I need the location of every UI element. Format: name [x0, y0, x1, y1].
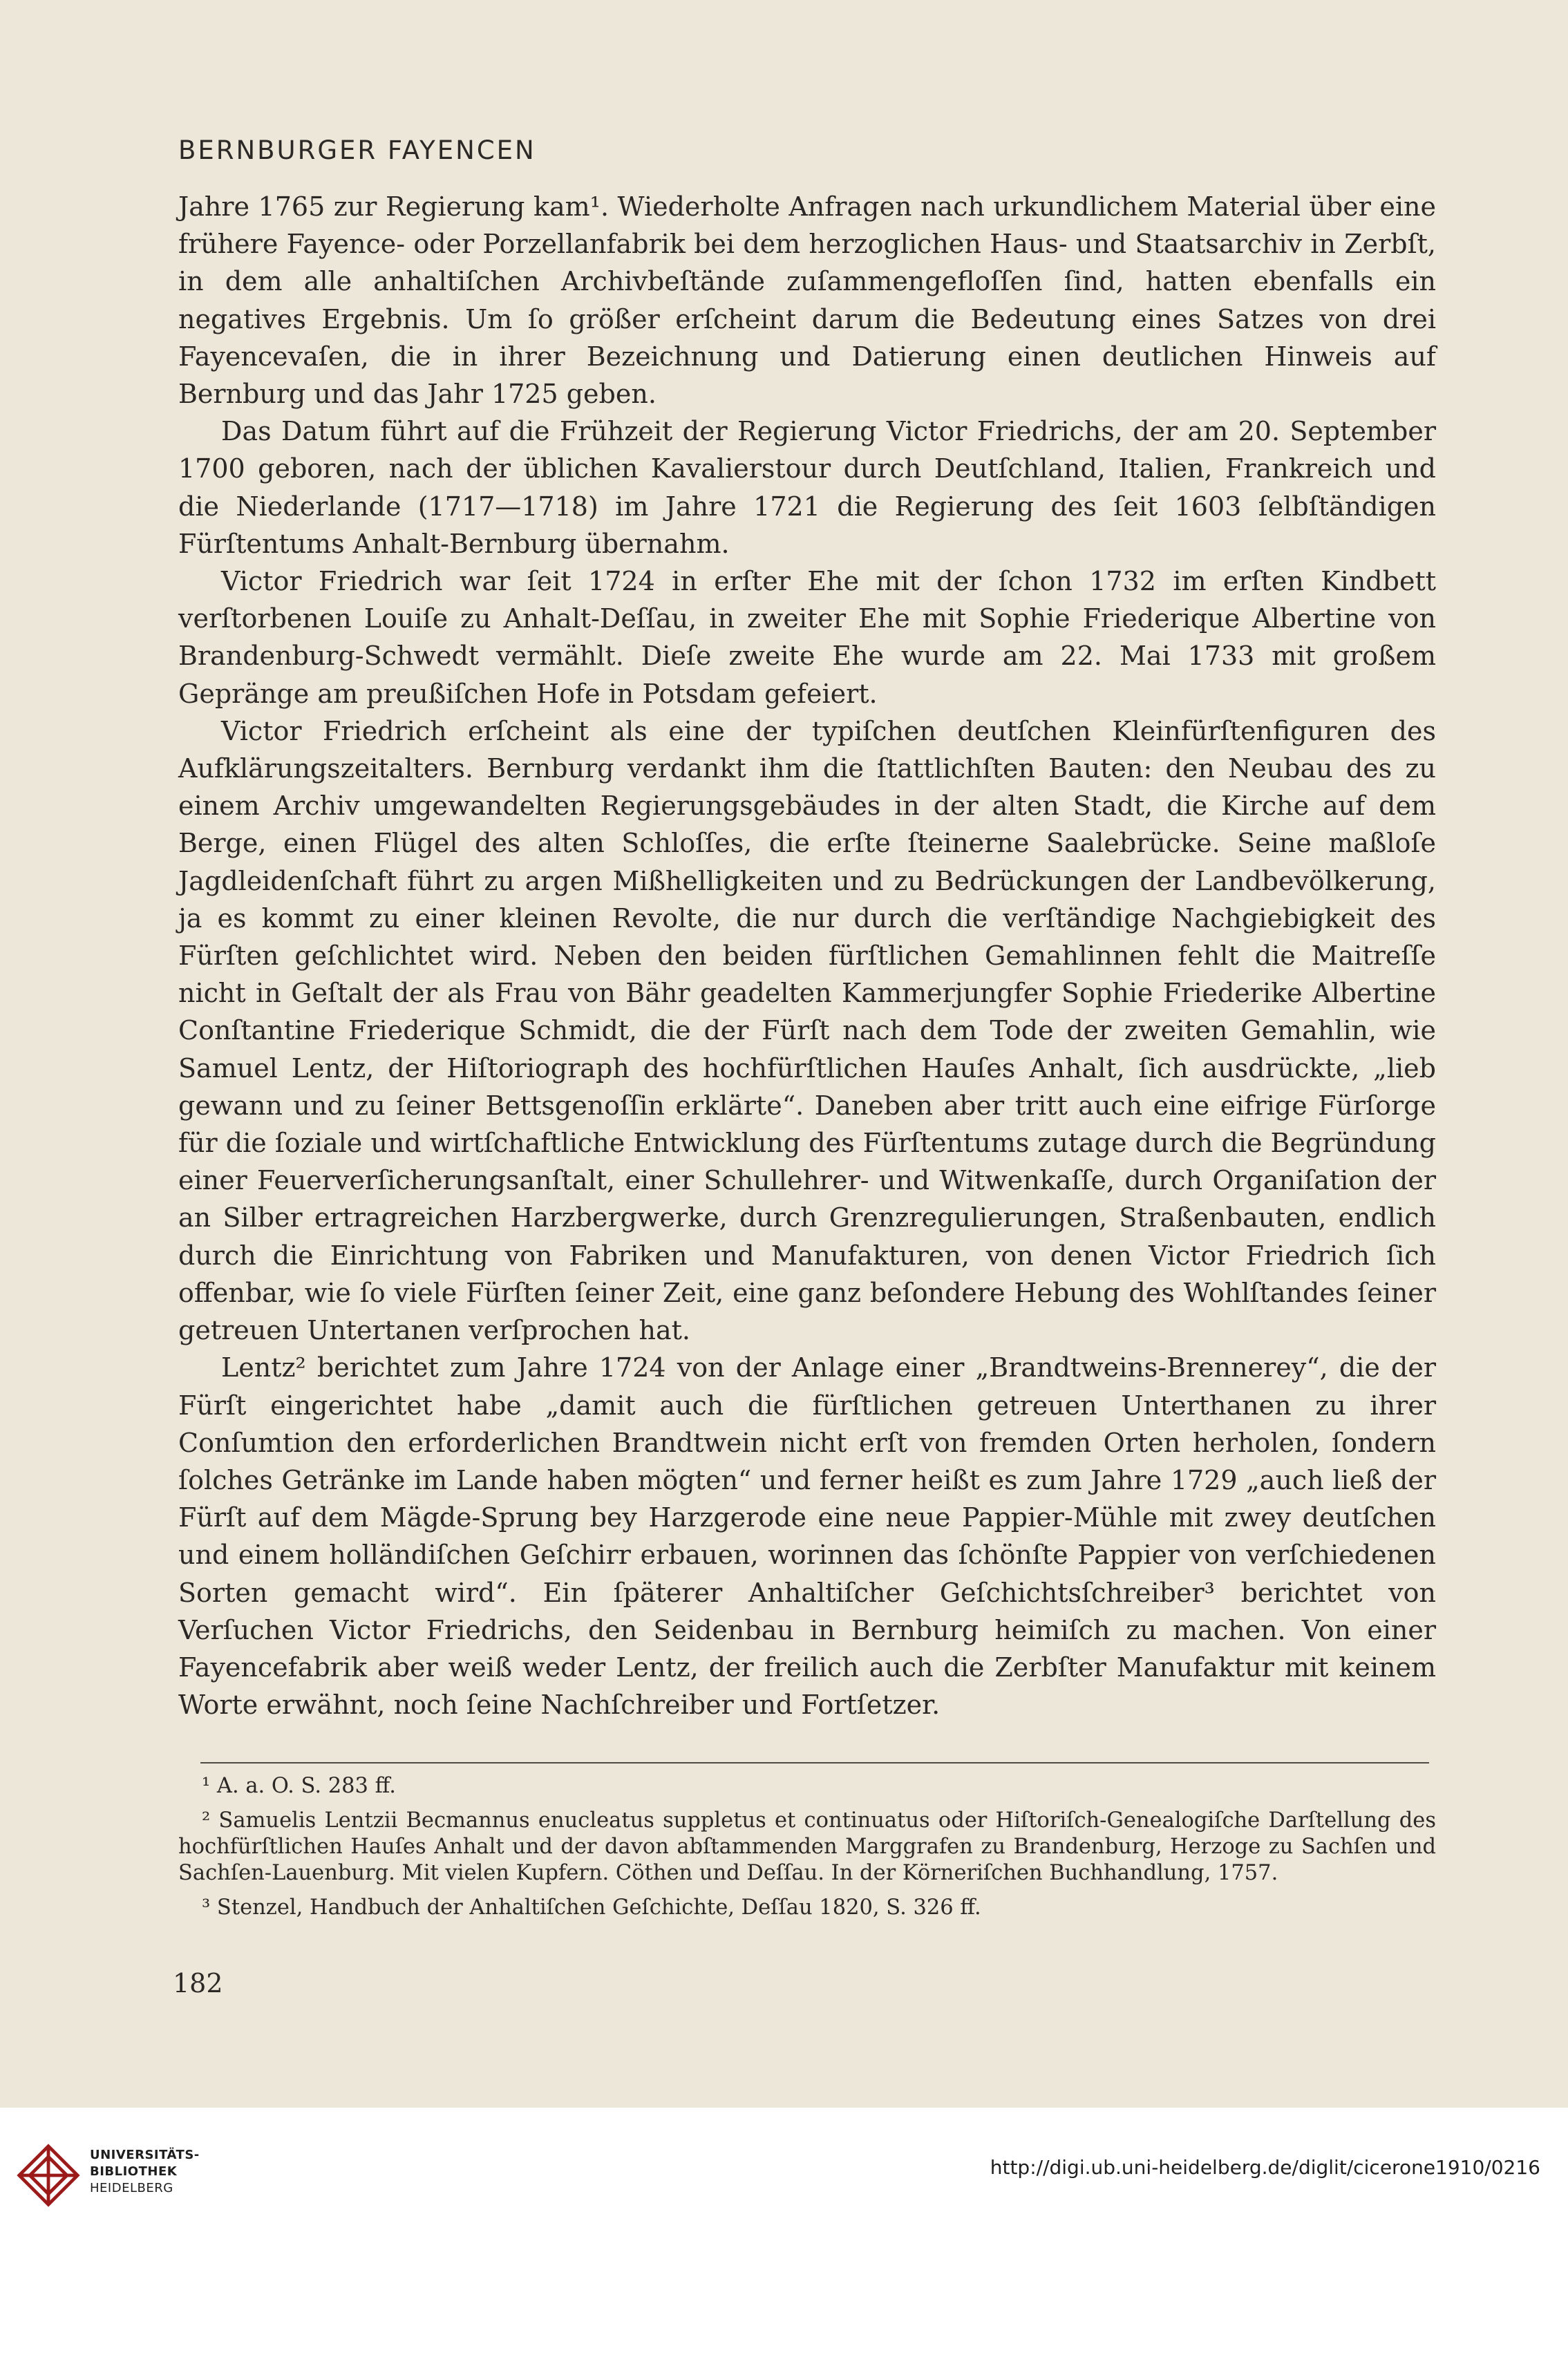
footnote-divider [200, 1762, 1429, 1763]
footnote-1: ¹ A. a. O. S. 283 ff. [202, 1774, 396, 1798]
library-name [90, 2147, 200, 2197]
running-title: BERNBURGER FAYENCEN [178, 135, 536, 165]
footer-bar [0, 2108, 1568, 2364]
university-library-logo-icon [15, 2142, 82, 2209]
library-name-line-3: HEIDELBERG [90, 2181, 173, 2195]
paragraph-4: Victor Friedrich erſcheint als eine der typiſchen deutſchen Kleinfürſtenfiguren des Aufklärungszeitalters. Bernburg verdankt ihm die ſtattlichſten Bauten: den Neubau des zu einem Archiv umgewandelten Regierungsgebäudes in der alten Stadt, die Kirche auf dem Berge, einen Flügel des alten Schloſſes, die erſte ſteinerne Saalebrücke. Seine maßloſe Jagdleidenſchaft führt zu argen Mißhelligkeiten und zu Bedrückungen der Landbevölkerung, ja es kommt zu einer kleinen Revolte, die nur durch die verſtändige Nachgiebigkeit des Fürſten geſchlichtet wird. Neben den beiden fürſtlichen Gemahlinnen fehlt die Maitreſſe nicht in Geſtalt der als Frau von Bähr geadelten Kammerjungfer Sophie Friederike Albertine Conſtantine Friederique Schmidt, die der Fürſt nach dem Tode der zweiten Gemahlin, wie Samuel Lentz, der Hiſtoriograph des hochfürſtlichen Hauſes Anhalt, ſich ausdrückte, „lieb gewann und zu ſeiner Bettsgenoſſin erklärte“. Daneben aber tritt auch eine eifrige Fürſorge für die ſoziale und wirtſchaftliche Entwicklung des Fürſtentums zutage durch die Begründung einer Feuerverſicherungsanſtalt, einer Schullehrer- und Witwenkaſſe, durch Organiſation der an Silber ertragreichen Harzbergwerke, durch Grenzregulierungen, Straßenbauten, endlich durch die Einrichtung von Fabriken und Manufakturen, von denen Victor Friedrich ſich offenbar, wie ſo viele Fürſten ſeiner Zeit, eine ganz beſondere Hebung des Wohlſtandes ſeiner getreuen Untertanen verſprochen hat. [178, 715, 1436, 1346]
page-number: 182 [173, 1968, 223, 1998]
paragraph-2: Das Datum führt auf die Frühzeit der Regierung Victor Friedrichs, der am 20. September 1700 geboren, nach der üblichen Kavalierstour durch Deutſchland, Italien, Frankreich und die Niederlande (1717—1718) im Jahre 1721 die Regierung des ſeit 1603 ſelbſtändigen Fürſtentums Anhalt-Bernburg übernahm. [178, 416, 1436, 559]
body-text [178, 188, 1436, 1723]
paragraph-1: Jahre 1765 zur Regierung kam¹. Wiederholte Anfragen nach urkundlichem Material über eine frühere Fayence- oder Porzellanfabrik bei dem herzoglichen Haus- und Staatsarchiv in Zerbſt, in dem alle anhaltiſchen Archivbeſtände zuſammengefloſſen ſind, hatten ebenfalls ein negatives Ergebnis. Um ſo größer erſcheint darum die Bedeutung eines Satzes von drei Fayencevaſen, die in ihrer Bezeichnung und Datierung einen deutlichen Hinweis auf Bernburg und das Jahr 1725 geben. [178, 191, 1436, 410]
footnote-3: ³ Stenzel, Handbuch der Anhaltiſchen Geſchichte, Deſſau 1820, S. 326 ff. [202, 1895, 981, 1920]
footnotes [178, 1773, 1436, 1921]
footnote-2: ² Samuelis Lentzii Becmannus enucleatus suppletus et continuatus oder Hiſtoriſch-Genealogiſche Darſtellung des hochfürſtlichen Hauſes Anhalt und der davon abſtammenden Marggrafen zu Brandenburg, Herzoge zu Sachſen und Sachſen-Lauenburg. Mit vielen Kupfern. Cöthen und Deſſau. In der Körneriſchen Buchhandlung, 1757. [178, 1808, 1436, 1885]
paragraph-5: Lentz² berichtet zum Jahre 1724 von der Anlage einer „Brandtweins-Brennerey“, die der Fürſt eingerichtet habe „damit auch die fürſtlichen getreuen Unterthanen zu ihrer Conſumtion den erforderlichen Brandtwein nicht erſt von fremden Orten herholen, ſondern ſolches Getränke im Lande haben mögten“ und ferner heißt es zum Jahre 1729 „auch ließ der Fürſt auf dem Mägde-Sprung bey Harzgerode eine neue Pappier-Mühle mit zwey deutſchen und einem holländiſchen Geſchirr erbauen, worinnen das ſchönſte Pappier von verſchiedenen Sorten gemacht wird“. Ein ſpäterer Anhaltiſcher Geſchichtsſchreiber³ berichtet von Verſuchen Victor Friedrichs, den Seidenbau in Bernburg heimiſch zu machen. Von einer Fayencefabrik aber weiß weder Lentz, der freilich auch die Zerbſter Manufaktur mit keinem Worte erwähnt, noch ſeine Nachſchreiber und Fortſetzer. [178, 1352, 1436, 1721]
library-name-line-2: BIBLIOTHEK [90, 2164, 178, 2179]
source-url-link[interactable]: http://digi.ub.uni-heidelberg.de/diglit/cicerone1910/0216 [990, 2156, 1540, 2179]
library-name-line-1: UNIVERSITÄTS- [90, 2148, 200, 2162]
paragraph-3: Victor Friedrich war ſeit 1724 in erſter Ehe mit der ſchon 1732 im erſten Kindbett verſtorbenen Louiſe zu Anhalt-Deſſau, in zweiter Ehe mit Sophie Friederique Albertine von Brandenburg-Schwedt vermählt. Dieſe zweite Ehe wurde am 22. Mai 1733 mit großem Gepränge am preußiſchen Hofe in Potsdam gefeiert. [178, 566, 1436, 709]
